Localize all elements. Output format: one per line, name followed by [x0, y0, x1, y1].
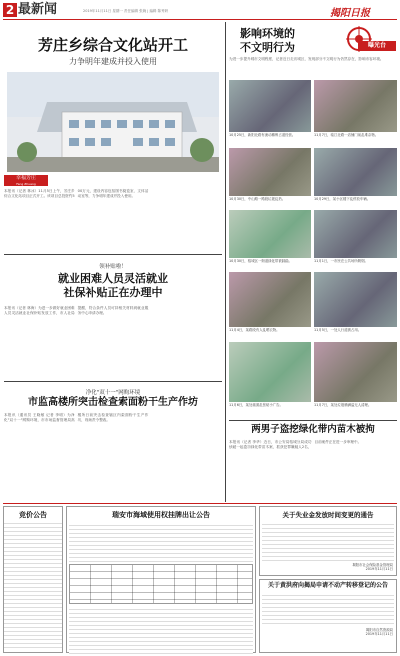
caption-10: 11月7日，某处垃圾桶满溢无人清理。	[314, 403, 372, 407]
photo-1	[229, 80, 311, 132]
photo-3	[229, 148, 311, 196]
notice-1	[3, 506, 63, 653]
divider	[4, 254, 222, 255]
notice-4	[259, 579, 397, 653]
notice-rule	[3, 503, 397, 504]
feature-title-2: 不文明行为	[240, 41, 295, 54]
caption-7: 11月4日，某路段有人乱晒衣物。	[229, 328, 280, 332]
story2-body: 本报讯（记者 林海）为进一步做好就业困难人员灵活就业社保补贴发放工作，市人社局提醒，符合条件人员可持相关材料到就业服务中心申请办理。	[4, 306, 149, 315]
story4-body: 本报讯（记者 李华）近日，市公安局榕城分局成功侦破一起盗窃绿化带苗木案，抓获犯罪嫌疑人2名，目前案件正在进一步审理中。	[229, 440, 362, 449]
divider	[4, 381, 222, 382]
photo-10	[314, 342, 397, 402]
photo-4	[314, 148, 397, 196]
caption-5: 10月30日，榕城区一街道绿化带被踩踏。	[229, 259, 292, 263]
notice-4-title: 关于黄洪府向揭局申请不动产转移登记的公告	[267, 582, 388, 589]
lead-title: 芳庄乡综合文化站开工	[37, 36, 188, 54]
photo-5	[229, 210, 311, 258]
caption-6: 11月1日，一市民在公共场所吸烟。	[314, 259, 368, 263]
notice-2-body	[69, 606, 253, 656]
feature-intro: 为进一步提升城市文明程度，记者近日走访城区，发现部分不文明行为仍然存在，影响市容环境。	[229, 57, 384, 61]
notice-2-table	[69, 564, 253, 604]
page-number: 2	[3, 3, 17, 17]
photo-9	[229, 342, 311, 402]
caption-8: 11月5日，一处人行道被占用。	[314, 328, 362, 332]
story3-title: 市监高楼所突击检查索面粉干生产作坊	[28, 397, 198, 408]
brand-logo: 揭阳日报	[330, 8, 370, 19]
header-rule	[3, 19, 397, 20]
feature-title-1: 影响环境的	[240, 27, 295, 40]
notice-4-footer: 揭阳市自然资源局 2019年11月11日	[365, 628, 393, 637]
caption-3: 10月30日，中山路一路段垃圾乱扔。	[229, 197, 286, 201]
notice-1-body	[4, 520, 62, 648]
caption-4: 10月29日，某小区楼下乱停放车辆。	[314, 197, 371, 201]
photo-8	[314, 272, 397, 327]
story3-kicker: 净化"双十一"网购环境	[85, 390, 141, 396]
notice-3-footer: 揭阳市社会保险基金管理局 2019年11月11日	[352, 563, 393, 572]
notice-4-body	[262, 592, 394, 626]
lead-body: 本报讯（记者 林冰）11月5日上午，芳庄乡综合文化站项目正式开工。该项目总投资约500万元，建设内容包括图书阅览室、文体活动室等，力争明年建成并投入使用。	[4, 189, 149, 198]
story3-body: 本报讯（通讯员 王晓敏 记者 李明）为净化"双十一"网购环境，市市场监督管理局高楼所日前突击检查辖区内索面粉干生产作坊，现场责令整改。	[4, 413, 149, 422]
story2-title-1: 就业困难人员灵活就业	[58, 272, 168, 285]
notice-2-intro	[69, 522, 253, 562]
photo-7	[229, 272, 311, 327]
caption-9: 11月6日，某处墙面乱张贴小广告。	[229, 403, 283, 407]
date-line: 2019年11月11日 星期一 责任编辑 张婉 | 编辑 陈秀妍	[83, 9, 169, 13]
story4-title: 两男子盗挖绿化带内苗木被拘	[251, 424, 375, 435]
story2-title-2: 社保补贴正在办理中	[63, 286, 163, 299]
notice-3	[259, 506, 397, 576]
photo-6	[314, 210, 397, 258]
column-rule	[225, 22, 226, 502]
ribbon-text-a: 幸福芳庄	[15, 175, 36, 181]
story2-kicker: 领补贴啦！	[99, 264, 127, 270]
caption-1: 10月25日，新阳北路有流动摊贩占道经营。	[229, 133, 296, 137]
ribbon-sub: Fang Zhuang	[16, 182, 36, 186]
divider	[229, 420, 397, 421]
lead-photo	[7, 72, 219, 172]
notice-3-body	[262, 521, 394, 561]
notice-2-title: 瑞安市海域使用权挂牌出让公告	[112, 511, 210, 519]
feature-badge: 曝光台	[358, 41, 396, 51]
caption-2: 11月7日，临江北路一店铺门前乱堆杂物。	[314, 133, 379, 137]
notice-1-title: 竞价公告	[19, 511, 47, 519]
section-title: 最新闻	[18, 2, 58, 17]
photo-2	[314, 80, 397, 132]
notice-3-title: 关于失业金发放时间变更的通告	[282, 511, 374, 519]
notice-2	[66, 506, 256, 653]
lead-subtitle: 力争明年建成并投入使用	[69, 57, 157, 66]
